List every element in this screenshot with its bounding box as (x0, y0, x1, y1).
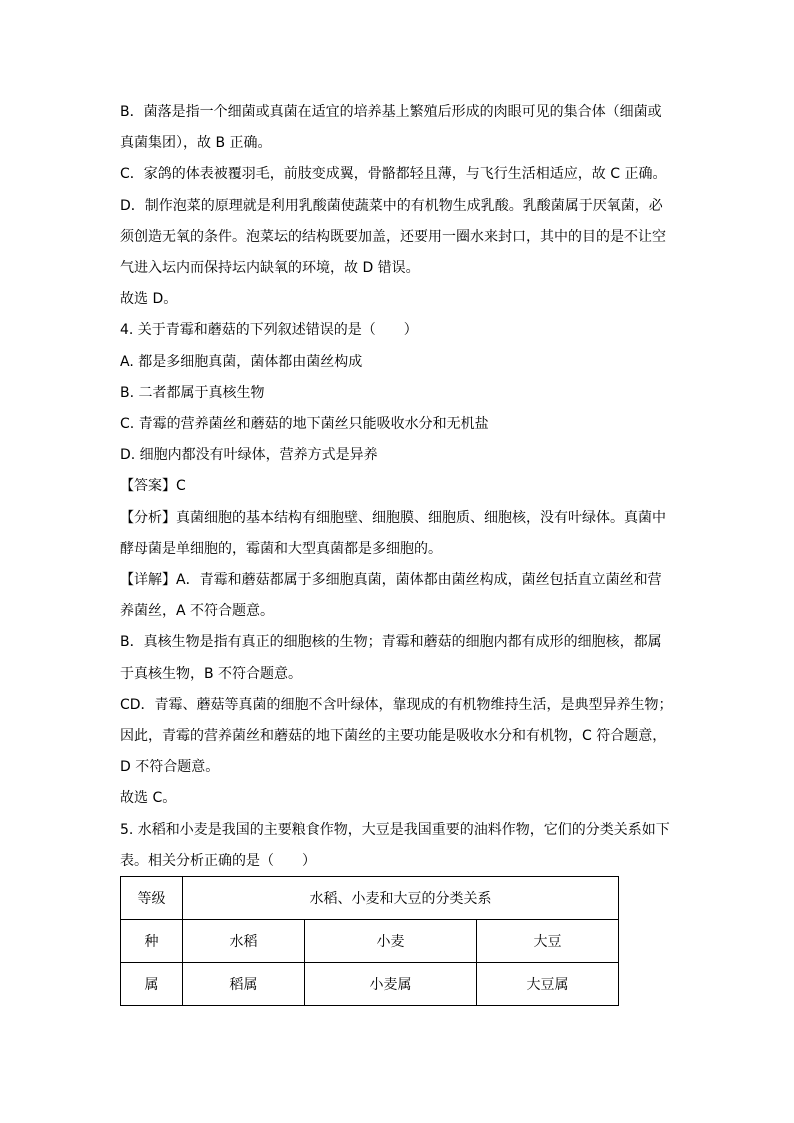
text-line: B．菌落是指一个细菌或真菌在适宜的培养基上繁殖后形成的肉眼可见的集合体（细菌或 (120, 104, 662, 120)
explanation-line: 【详解】A．青霉和蘑菇都属于多细胞真菌，菌体都由菌丝构成，菌丝包括直立菌丝和营 (120, 572, 662, 589)
answer-line: 【答案】C (120, 478, 186, 495)
text-line: 故选 D。 (120, 291, 178, 308)
table-header-row (121, 877, 619, 920)
option-c: C. 青霉的营养菌丝和蘑菇的地下菌丝只能吸收水分和无机盐 (120, 416, 489, 433)
question-5-stem: 5. 水稻和小麦是我国的主要粮食作物，大豆是我国重要的油料作物，它们的分类关系如下 (120, 821, 670, 838)
explanation-line: D 不符合题意。 (120, 759, 220, 776)
table-header-title: 水稻、小麦和大豆的分类关系 (183, 877, 619, 920)
question-4-stem: 4. 关于青霉和蘑菇的下列叙述错误的是（ ） (120, 322, 418, 339)
explanation-line: 因此，青霉的营养菌丝和蘑菇的地下菌丝的主要功能是吸收水分和有机物，C 符合题意， (120, 728, 667, 745)
analysis-line: 【分析】真菌细胞的基本结构有细胞壁、细胞膜、细胞质、细胞核，没有叶绿体。真菌中 (120, 509, 666, 526)
table-cell: 大豆属 (477, 963, 619, 1006)
option-b: B. 二者都属于真核生物 (120, 384, 265, 401)
text-line: 真菌集团），故 B 正确。 (120, 135, 272, 152)
explanation-line: 养菌丝，A 不符合题意。 (120, 603, 275, 620)
document-body (120, 97, 680, 877)
classification-table (120, 876, 619, 1006)
table-cell: 大豆 (477, 920, 619, 963)
text-line: 故选 C。 (120, 790, 177, 807)
table-cell: 小麦属 (305, 963, 477, 1006)
analysis-line: 酵母菌是单细胞的，霉菌和大型真菌都是多细胞的。 (120, 540, 442, 557)
table-row (121, 963, 619, 1006)
table-cell: 小麦 (305, 920, 477, 963)
table-row (121, 920, 619, 963)
text-line: 气进入坛内而保持坛内缺氧的环境，故 D 错误。 (120, 260, 420, 277)
option-a: A. 都是多细胞真菌，菌体都由菌丝构成 (120, 353, 363, 370)
explanation-line: 于真核生物，B 不符合题意。 (120, 665, 303, 682)
question-5-stem: 表。相关分析正确的是（ ） (120, 852, 316, 869)
table-cell: 稻属 (183, 963, 305, 1006)
explanation-line: CD．青霉、蘑菇等真菌的细胞不含叶绿体，靠现成的有机物维持生活，是典型异养生物； (120, 696, 673, 713)
table-header-level: 等级 (121, 877, 183, 920)
option-d: D. 细胞内都没有叶绿体，营养方式是异养 (120, 447, 378, 464)
table-cell-level: 种 (121, 920, 183, 963)
text-line: 须创造无氧的条件。泡菜坛的结构既要加盖，还要用一圈水来封口，其中的目的是不让空 (120, 228, 666, 245)
explanation-line: B．真核生物是指有真正的细胞核的生物；青霉和蘑菇的细胞内都有成形的细胞核，都属 (120, 634, 662, 651)
table-cell-level: 属 (121, 963, 183, 1006)
text-line: C．家鸽的体表被覆羽毛，前肢变成翼，骨骼都轻且薄，与飞行生活相适应，故 C 正确。 (120, 166, 667, 183)
table-cell: 水稻 (183, 920, 305, 963)
text-line: D．制作泡菜的原理就是利用乳酸菌使蔬菜中的有机物生成乳酸。乳酸菌属于厌氧菌，必 (120, 197, 663, 214)
